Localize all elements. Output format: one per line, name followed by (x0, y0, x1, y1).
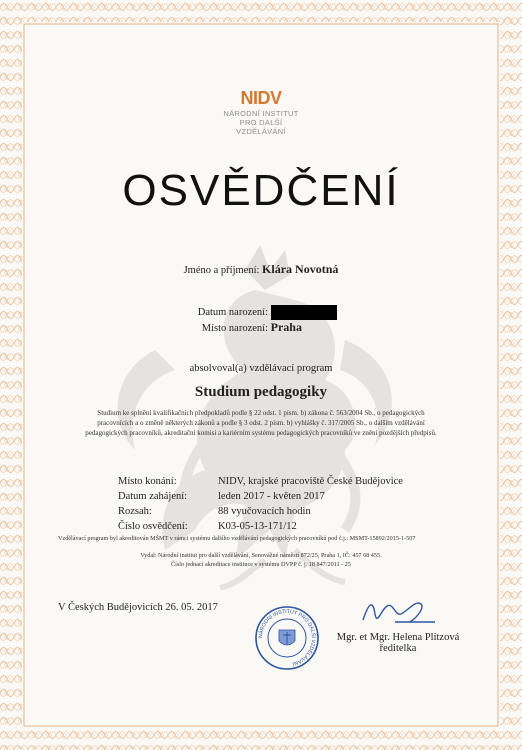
stamp-text: NÁRODNÍ INSTITUT PRO DALŠÍ VZDĚLÁVÁNÍ (257, 608, 317, 667)
logo-line: NÁRODNÍ INSTITUT (223, 109, 299, 118)
official-stamp (254, 605, 320, 671)
program-name: Studium pedagogiky (194, 384, 328, 400)
birthplace-value: Praha (270, 320, 302, 334)
place-date: V Českých Budějovicích 26. 05. 2017 (58, 602, 218, 613)
birthdate-row (170, 305, 450, 320)
redacted-birthdate (271, 305, 337, 320)
signatory-role: ředitelka (379, 643, 417, 654)
birthdate-label: Datum narození: (197, 306, 268, 318)
issuer-info (0, 551, 522, 569)
details-value: NIDV, krajské pracoviště České Budějovice (218, 476, 403, 487)
nidv-logo-mark: NIDV (240, 88, 282, 108)
signature (355, 592, 445, 632)
details-row (118, 519, 403, 534)
details-label: Datum zahájení: (118, 491, 188, 502)
details-label: Místo konání: (118, 476, 177, 487)
nidv-logo (200, 88, 322, 136)
name-value: Klára Novotná (262, 262, 339, 276)
details-row (118, 504, 403, 519)
signatory-block (316, 632, 480, 654)
logo-line: PRO DALŠÍ (239, 118, 283, 127)
signatory-name: Mgr. et Mgr. Helena Plitzová (336, 632, 460, 643)
birthplace-row (170, 320, 450, 335)
details-value: 88 vyučovacích hodin (218, 506, 311, 517)
program-desc-line: pedagogických pracovníků, akreditační komisi a kariérním systému pedagogických pracovníků ve znění pozdějších předpisů. (85, 429, 437, 437)
program-desc-line: Studium ke splnění kvalifikačních předpokladů podle § 22 odst. 1 písm. b) zákona č. 563/2004 Sb., o pedagogických (97, 409, 425, 417)
logo-line: VZDĚLÁVÁNÍ (236, 127, 286, 136)
accreditation-note: Vzdělávací program byl akreditován MŠMT v rámci systému dalšího vzdělávání pedagogických pracovníků pod č.j.: MSMT-15892/2015-1-507 (58, 535, 416, 542)
details-value: leden 2017 - květen 2017 (218, 491, 325, 502)
details-row (118, 489, 403, 504)
program-description (0, 408, 522, 438)
issuer-line: Vydal: Národní institut pro další vzdělávání, Senovážné náměstí 872/25, Praha 1, IČ: 457 68 455. (140, 552, 382, 559)
completed-text: absolvoval(a) vzdělávací program (189, 363, 333, 374)
certificate-title: OSVĚDČENÍ (122, 166, 400, 215)
details-table (118, 474, 403, 534)
details-row (118, 474, 403, 489)
details-value: K03-05-13-171/12 (218, 521, 297, 532)
name-row (0, 262, 522, 277)
issuer-line: Číslo jednací akreditace instituce v systému DVPP č. j. 18 847/2011 - 25 (171, 561, 351, 568)
details-label: Rozsah: (118, 506, 152, 517)
name-label: Jméno a příjmení: (183, 265, 260, 276)
program-desc-line: pracovnících a o změně některých zákonů a podle § 3 odst. 2 písm. b) vyhlášky č. 317/2005 Sb., o dalším vzdělávání (97, 419, 425, 427)
birthplace-label: Místo narození: (201, 323, 268, 334)
details-label: Číslo osvědčení: (118, 521, 188, 532)
